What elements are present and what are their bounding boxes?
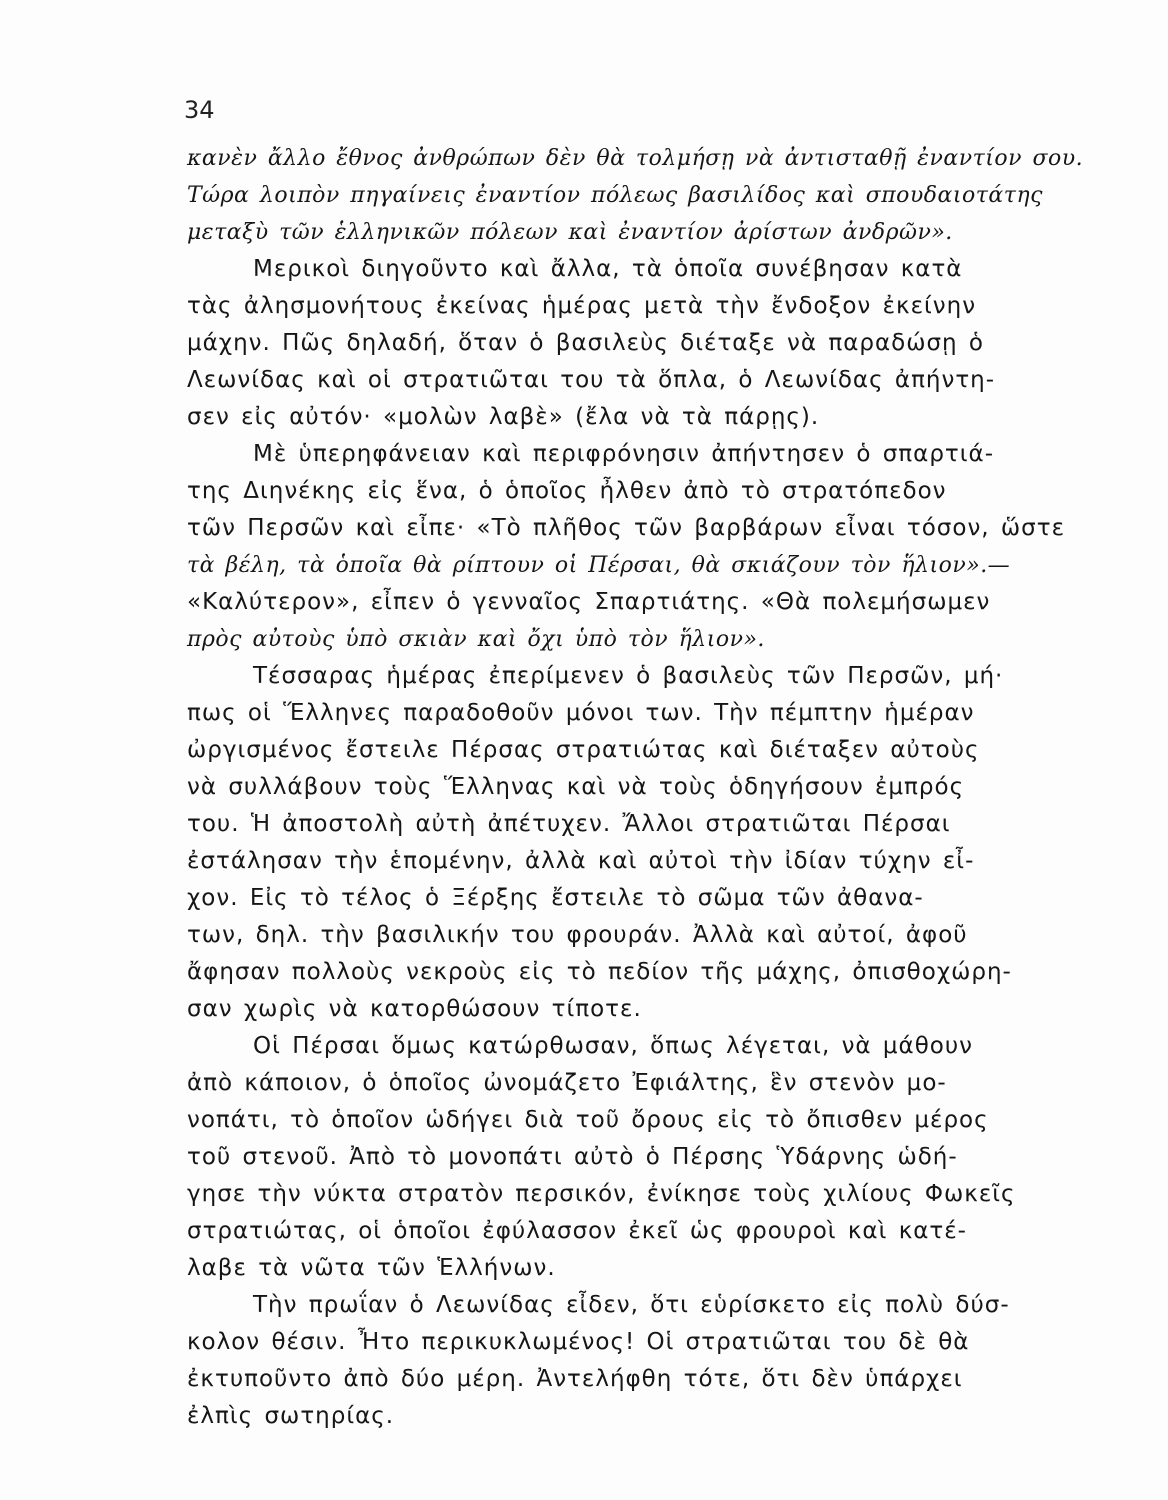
text-line: κανὲν ἄλλο ἔθνος ἀνθρώπων δὲν θὰ τολμήσῃ νὰ ἀντισταθῇ ἐναντίον σου. [187, 146, 1084, 171]
text-line: πρὸς αὐτοὺς ὑπὸ σκιὰν καὶ ὄχι ὑπὸ τὸν ἥλιον». [187, 627, 765, 652]
page-number: 34 [184, 96, 215, 124]
text-line: νὰ συλλάβουν τοὺς Ἕλληνας καὶ νὰ τοὺς ὁδηγήσουν ἐμπρός [187, 774, 965, 800]
text-line: μεταξὺ τῶν ἑλληνικῶν πόλεων καὶ ἐναντίον ἀρίστων ἀνδρῶν». [187, 220, 953, 245]
text-line: τῶν Περσῶν καὶ εἶπε· «Τὸ πλῆθος τῶν βαρβάρων εἶναι τόσον, ὥστε [187, 515, 1066, 541]
text-line: σαν χωρὶς νὰ κατορθώσουν τίποτε. [187, 996, 642, 1022]
text-line: πως οἱ Ἕλληνες παραδοθοῦν μόνοι των. Τὴν πέμπτην ἡμέραν [187, 700, 975, 726]
text-line: Τώρα λοιπὸν πηγαίνεις ἐναντίον πόλεως βασιλίδος καὶ σπουδαιοτάτης [187, 183, 1043, 208]
text-line: των, δηλ. τὴν βασιλικήν του φρουράν. Ἀλλὰ καὶ αὐτοί, ἀφοῦ [187, 922, 968, 948]
text-line: Τέσσαρας ἡμέρας ἐπερίμενεν ὁ βασιλεὺς τῶν Περσῶν, μή· [253, 663, 1004, 689]
text-line: σεν εἰς αὐτόν· «μολὼν λαβὲ» (ἔλα νὰ τὰ πάρῃς). [187, 404, 820, 430]
text-line: Τὴν πρωΐαν ὁ Λεωνίδας εἶδεν, ὅτι εὑρίσκετο εἰς πολὺ δύσ- [253, 1292, 1010, 1318]
text-line: χον. Εἰς τὸ τέλος ὁ Ξέρξης ἔστειλε τὸ σῶμα τῶν ἀθανα- [187, 885, 924, 911]
text-line: ἐλπὶς σωτηρίας. [187, 1403, 395, 1429]
text-line: μάχην. Πῶς δηλαδή, ὅταν ὁ βασιλεὺς διέταξε νὰ παραδώσῃ ὁ [187, 330, 984, 356]
text-line: τὰς ἀλησμονήτους ἐκείνας ἡμέρας μετὰ τὴν ἔνδοξον ἐκείνην [187, 293, 977, 319]
text-line: ἀπὸ κάποιον, ὁ ὁποῖος ὠνομάζετο Ἐφιάλτης, ἓν στενὸν μο- [187, 1070, 947, 1096]
text-line: Λεωνίδας καὶ οἱ στρατιῶται του τὰ ὅπλα, ὁ Λεωνίδας ἀπήντη- [187, 367, 996, 393]
text-line: νοπάτι, τὸ ὁποῖον ὡδήγει διὰ τοῦ ὄρους εἰς τὸ ὄπισθεν μέρος [187, 1107, 989, 1133]
text-line: κολον θέσιν. Ἦτο περικυκλωμένος! Οἱ στρατιῶται του δὲ θὰ [187, 1329, 970, 1355]
text-line: «Καλύτερον», εἶπεν ὁ γενναῖος Σπαρτιάτης. «Θὰ πολεμήσωμεν [187, 589, 991, 615]
text-line: της Διηνέκης εἰς ἕνα, ὁ ὁποῖος ἦλθεν ἀπὸ τὸ στρατόπεδον [187, 478, 947, 504]
text-line: ὠργισμένος ἔστειλε Πέρσας στρατιώτας καὶ διέταξεν αὐτοὺς [187, 737, 980, 763]
text-line: Μερικοὶ διηγοῦντο καὶ ἄλλα, τὰ ὁποῖα συνέβησαν κατὰ [253, 256, 963, 282]
text-line: τὰ βέλη, τὰ ὁποῖα θὰ ρίπτουν οἱ Πέρσαι, θὰ σκιάζουν τὸν ἥλιον».— [187, 553, 1011, 578]
text-line: γησε τὴν νύκτα στρατὸν περσικόν, ἐνίκησε τοὺς χιλίους Φωκεῖς [187, 1181, 1016, 1207]
text-line: Οἱ Πέρσαι ὅμως κατώρθωσαν, ὅπως λέγεται, νὰ μάθουν [253, 1033, 973, 1059]
body-text [187, 140, 1127, 1435]
text-line: στρατιώτας, οἱ ὁποῖοι ἐφύλασσον ἐκεῖ ὡς φρουροὶ καὶ κατέ- [187, 1218, 967, 1244]
text-line: ἐκτυποῦντο ἀπὸ δύο μέρη. Ἀντελήφθη τότε, ὅτι δὲν ὑπάρχει [187, 1366, 963, 1392]
text-line: Μὲ ὑπερηφάνειαν καὶ περιφρόνησιν ἀπήντησεν ὁ σπαρτιά- [253, 441, 995, 467]
text-line: ἐστάλησαν τὴν ἑπομένην, ἀλλὰ καὶ αὐτοὶ τὴν ἰδίαν τύχην εἶ- [187, 848, 975, 874]
text-line: ἄφησαν πολλοὺς νεκροὺς εἰς τὸ πεδίον τῆς μάχης, ὀπισθοχώρη- [187, 959, 1012, 985]
text-line: του. Ἡ ἀποστολὴ αὐτὴ ἀπέτυχεν. Ἄλλοι στρατιῶται Πέρσαι [187, 811, 951, 837]
text-line: λαβε τὰ νῶτα τῶν Ἑλλήνων. [187, 1255, 556, 1281]
text-line: τοῦ στενοῦ. Ἀπὸ τὸ μονοπάτι αὐτὸ ὁ Πέρσης Ὑδάρνης ὡδή- [187, 1144, 958, 1170]
